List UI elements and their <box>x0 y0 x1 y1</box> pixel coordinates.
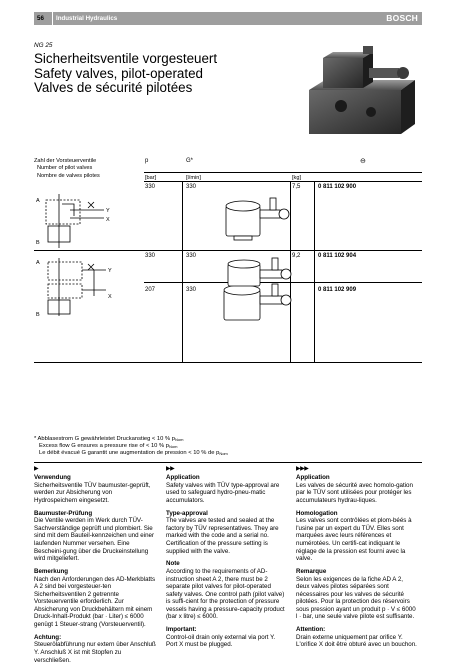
footnote-en-text: Excess flow G ensures a pressure rise of < 10 % p <box>39 443 170 450</box>
header-bar <box>34 12 422 25</box>
arrow-icon: ▶ <box>34 466 39 472</box>
footnote-sub: Nom <box>174 437 184 442</box>
port-b: B <box>36 312 40 318</box>
pilot-count-label <box>34 158 100 180</box>
unit-w: [kg] <box>292 175 302 181</box>
paragraph-en-4: Control-oil drain only external via port Y. Port X must be plugged. <box>166 633 276 649</box>
weight-icon: ⊖ <box>360 158 366 165</box>
paragraph-fr-4: Drain externe uniquement par orifice Y. L'orifice X doit être obturé avec un bouchon. <box>296 633 417 649</box>
heading-fr-3: Remarque <box>296 567 327 575</box>
heading-en-1: Application <box>166 474 200 481</box>
heading-de-1: Verwendung <box>34 474 71 481</box>
row-rule <box>34 362 422 363</box>
row1-part-number: 0 811 102 900 <box>318 184 357 190</box>
row3-p: 207 <box>145 287 156 293</box>
footnote-de <box>34 436 228 443</box>
col-sep <box>182 181 183 261</box>
row3-g: 330 <box>186 287 197 293</box>
brand-logo: BOSCH <box>386 13 418 23</box>
heading-fr-2: Homologation <box>296 509 338 517</box>
label-fr: Nombre de valves pilotes <box>37 172 100 179</box>
row3-part-number: 0 811 102 909 <box>318 287 357 293</box>
port-y: Y <box>108 268 112 274</box>
heading-de-3: Bemerkung <box>34 567 69 575</box>
page-title <box>34 52 217 96</box>
unit-g: [l/min] <box>186 175 201 181</box>
row1-g: 330 <box>186 184 197 190</box>
row2-weight: 9,2 <box>292 253 301 259</box>
column-de <box>34 466 156 664</box>
column-fr <box>296 466 418 649</box>
col-sep <box>314 250 315 362</box>
title-fr: Valves de sécurité pilotées <box>34 80 193 95</box>
header-p: p <box>145 158 149 164</box>
rule <box>144 181 422 182</box>
hydraulic-schematic-single <box>34 190 122 250</box>
heading-de-4: Achtung: <box>34 633 62 641</box>
row2-part-number: 0 811 102 904 <box>318 253 357 259</box>
footnote-en <box>34 443 228 450</box>
footnote-fr <box>34 450 228 457</box>
section-divider <box>34 462 422 463</box>
paragraph-en-3: According to the requirements of AD-instruction sheet A 2, there must be 2 separate pilot valves for pilot-operated safety valves. One control path (pilot valve) is suffi-cient for the protection of pressure vessels having a pressure-capacity product (bar x litre) ≤ 6000. <box>166 567 285 621</box>
port-a: A <box>36 198 40 204</box>
hydraulic-schematic-double <box>34 254 126 318</box>
unit-p: [bar] <box>145 175 157 181</box>
port-b: B <box>36 240 40 246</box>
heading-fr-1: Application <box>296 474 330 481</box>
title-de: Sicherheitsventile vorgesteuert <box>34 51 218 66</box>
heading-en-2: Type-approval <box>166 509 208 517</box>
valve-drawing-single <box>222 192 294 242</box>
paragraph-fr-3: Selon les exigences de la fiche AD A 2, deux valves pilotes séparées sont nécessaires pour les valves de sécurité pilotées. Pour la protection des réservoirs sous pression ayant un produit p · V ≤ 6000 l · bar, une seule valve pilote est suffisante. <box>296 575 416 621</box>
port-y: Y <box>106 208 110 214</box>
paragraph-en-1: Safety valves with TÜV type-approval are used to safeguard hydro-pneu-matic accumulators. <box>166 481 280 504</box>
col-sep <box>314 181 315 261</box>
row1-weight: 7,5 <box>292 184 301 190</box>
row2-p: 330 <box>145 253 156 259</box>
heading-en-3: Note <box>166 560 180 568</box>
header-g: G* <box>186 158 194 164</box>
section-name: Industrial Hydraulics <box>56 15 118 22</box>
port-x: X <box>106 217 110 223</box>
footnote <box>34 436 228 458</box>
paragraph-fr-2: Les valves sont contrôlées et plom-béés à l'usine par un expert du TÜV. Elles sont marquées avec leurs références et numérotées. Un certifi-cat indiquant le réglage de la pression est fourni avec la valve. <box>296 517 412 563</box>
paragraph-de-4: Steuerölabführung nur extern über Anschluß Y. Anschluß X ist mit Stopfen zu verschließen. <box>34 641 156 664</box>
rule <box>144 172 422 173</box>
paragraph-en-2: The valves are tested and sealed at the factory by TÜV representatives. They are marked with the code and a serial no. Certification of the pressure setting is supplied with the valve. <box>166 517 279 555</box>
row-rule <box>34 250 422 251</box>
heading-fr-4: Attention: <box>296 626 326 634</box>
nominal-size: NG 25 <box>34 42 53 49</box>
label-en: Number of pilot valves <box>37 165 93 172</box>
paragraph-de-3: Nach den Anforderungen des AD-Merkblatts A 2 sind bei vorgesteuer-ten Sicherheitsventilen 2 getrennte Vorsteuerventile erforderlich. Zur Absicherung von Druckbehältern mit einem Druck-Inhalt-Produkt (bar · Liter) ≤ 6000 genügt 1 Steuer-strang (Vorsteuerventil). <box>34 575 156 629</box>
arrow-icon: ▶▶▶ <box>296 466 309 472</box>
port-x: X <box>108 294 112 300</box>
paragraph-de-1: Sicherheitsventile TÜV baumuster-geprüft, werden zur Absicherung von Hydrospeichern eingesetzt. <box>34 481 151 504</box>
page-number: 56 <box>37 15 44 22</box>
header-divider <box>52 12 53 25</box>
product-photo <box>303 44 421 144</box>
label-de: Zahl der Vorsteuerventile <box>34 158 97 164</box>
arrow-icon: ▶▶ <box>166 466 175 472</box>
paragraph-de-2: Die Ventile werden im Werk durch TÜV-Sachverständige geprüft und plombiert. Sie sind mit dem Bauteil-kennzeichen und einer laufenden Nummer versehen. Eine Bescheini-gung über die Druckeinstellung wird mitgeliefert. <box>34 517 155 563</box>
column-en <box>166 466 288 649</box>
title-en: Safety valves, pilot-operated <box>34 65 203 81</box>
port-a: A <box>36 260 40 266</box>
heading-de-2: Baumuster-Prüfung <box>34 509 93 517</box>
row1-p: 330 <box>145 184 156 190</box>
footnote-sub: Nom <box>169 444 178 450</box>
footnote-de-text: * Abblasestrom G gewährleistet Druckanstieg < 10 % p <box>34 436 175 442</box>
col-sep <box>182 250 183 362</box>
valve-drawing-double <box>218 256 296 326</box>
paragraph-fr-1: Les valves de sécurité avec homolo-gation par le TÜV sont utilisées pour protéger les accumulateurs hydrau-liques. <box>296 481 413 504</box>
heading-en-4: Important: <box>166 626 197 634</box>
footnote-sub: Nom <box>219 451 228 457</box>
footnote-fr-text: Le débit évacué G garantit une augmentation de pression < 10 % de p <box>39 450 220 457</box>
row2-g: 330 <box>186 253 197 259</box>
